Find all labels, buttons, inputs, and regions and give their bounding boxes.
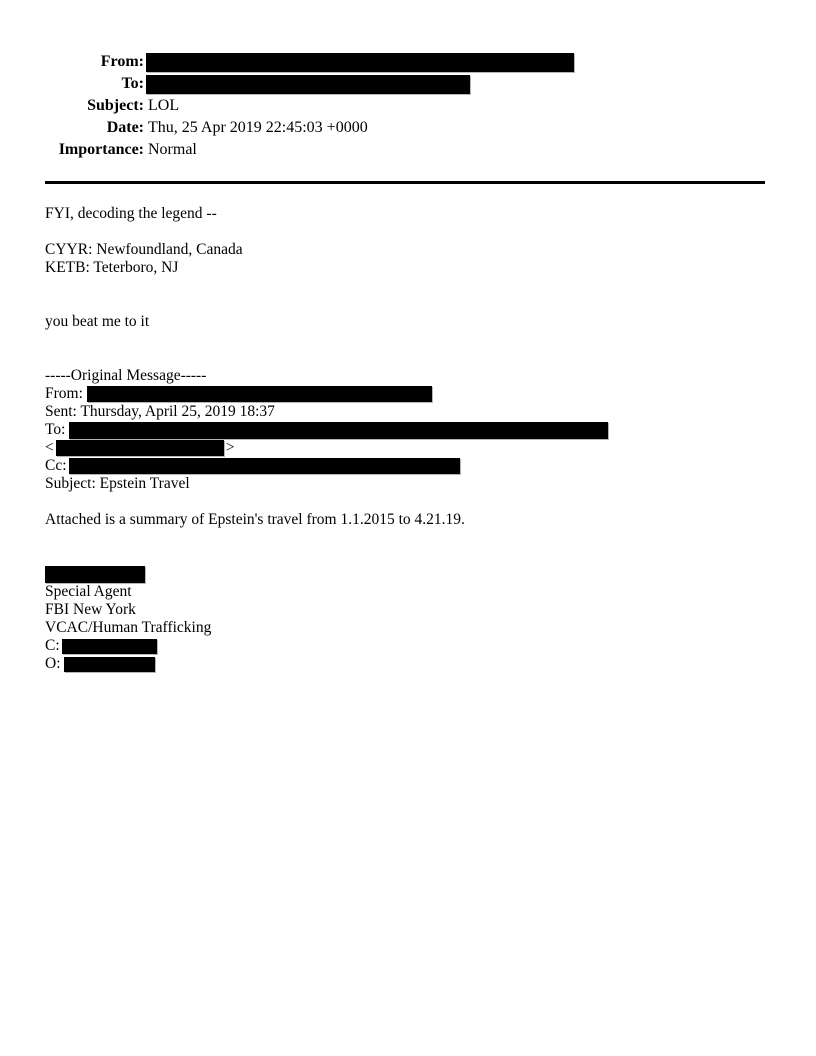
header-field-row-from — [0, 51, 780, 73]
blank-line — [45, 331, 785, 349]
om-to-label: To: — [45, 421, 70, 438]
sig-cell-line — [45, 637, 785, 655]
header-field-row-to — [0, 73, 780, 95]
om-to-line — [45, 421, 785, 439]
sig-cell-label: C: — [45, 637, 60, 654]
blank-line — [45, 223, 785, 241]
om-cc-label: Cc: — [45, 457, 67, 474]
om-cc-line — [45, 457, 785, 475]
om-sent-line: Sent: Thursday, April 25, 2019 18:37 — [45, 403, 275, 420]
original-message-divider: -----Original Message----- — [45, 367, 207, 384]
header-field-row-importance — [0, 139, 780, 161]
header-importance-label: Importance: — [58, 141, 144, 158]
redaction-bar-sig-cell — [62, 639, 157, 654]
om-subject-line: Subject: Epstein Travel — [45, 475, 190, 492]
blank-line — [45, 547, 785, 565]
header-from-label: From: — [100, 53, 144, 70]
legend-line-ketb: KETB: Teterboro, NJ — [45, 259, 179, 276]
blank-line — [45, 277, 785, 295]
legend-line-cyyr: CYYR: Newfoundland, Canada — [45, 241, 243, 258]
om-bracket-close: > — [225, 439, 235, 456]
om-body-line: Attached is a summary of Epstein's travel from 1.1.2015 to 4.21.19. — [45, 511, 465, 528]
blank-line — [45, 529, 785, 547]
header-date-label: Date: — [106, 119, 144, 136]
header-field-row-subject — [0, 95, 780, 117]
redaction-bar-sig-name — [45, 566, 145, 583]
body-intro-line: FYI, decoding the legend -- — [45, 205, 217, 222]
om-bracket-open: < — [45, 439, 54, 456]
body-remark-line: you beat me to it — [45, 313, 150, 330]
redaction-bar-from — [146, 53, 574, 72]
header-date-value: Thu, 25 Apr 2019 22:45:03 +0000 — [148, 119, 368, 136]
redaction-bar-om-email — [56, 440, 224, 456]
sig-unit-line: VCAC/Human Trafficking — [45, 619, 212, 636]
header-importance-value: Normal — [148, 141, 197, 158]
email-header — [0, 51, 780, 161]
redaction-bar-to — [146, 75, 470, 94]
header-subject-value: LOL — [148, 97, 180, 114]
redaction-bar-om-from — [87, 386, 432, 402]
om-from-line — [45, 385, 785, 403]
header-field-row-date — [0, 117, 780, 139]
header-subject-label: Subject: — [87, 97, 144, 114]
blank-line — [45, 493, 785, 511]
header-divider — [45, 181, 765, 184]
redaction-bar-om-cc — [69, 458, 460, 474]
header-to-label: To: — [121, 75, 144, 92]
sig-title-line: Special Agent — [45, 583, 132, 600]
redaction-bar-sig-desk — [64, 657, 155, 672]
sig-office-line: FBI New York — [45, 601, 136, 618]
email-body — [45, 205, 785, 673]
blank-line — [45, 295, 785, 313]
om-from-label: From: — [45, 385, 87, 402]
om-email-line — [45, 439, 785, 457]
sig-desk-line — [45, 655, 785, 673]
redaction-bar-om-to — [69, 422, 608, 439]
sig-desk-label: O: — [45, 655, 65, 672]
blank-line — [45, 349, 785, 367]
sig-name-line — [45, 565, 785, 583]
